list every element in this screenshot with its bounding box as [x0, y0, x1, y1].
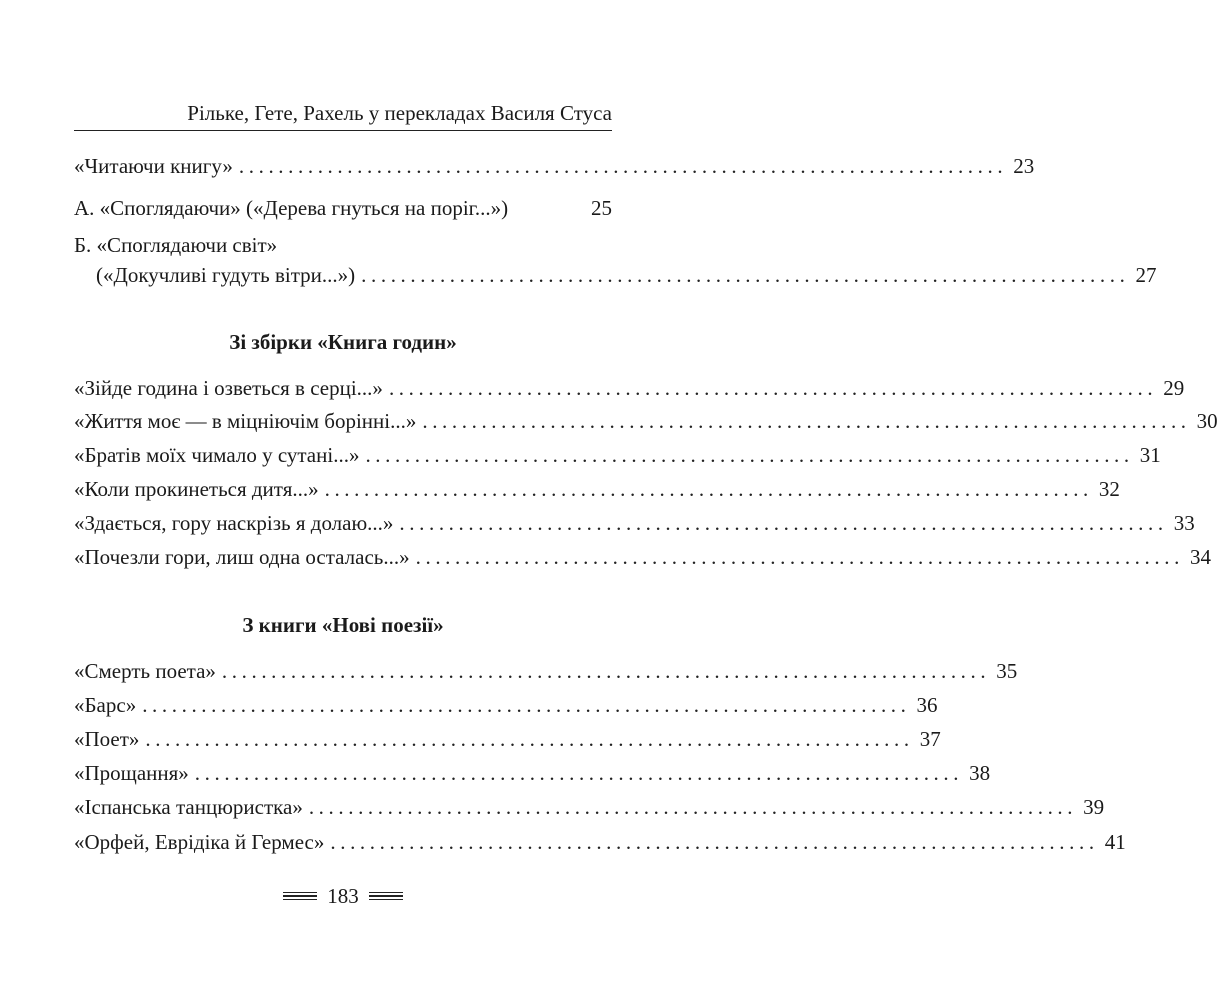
section-heading: Зі збірки «Книга годин»: [229, 330, 457, 354]
toc-entry-page: 30: [1196, 409, 1218, 433]
toc-entry[interactable]: [74, 692, 938, 718]
dot-leader: ..............................................................................: [415, 545, 1184, 569]
toc-entry-title: «Братів моїх чимало у сутані...»: [74, 443, 360, 467]
toc-entry-page: 32: [1098, 477, 1120, 501]
toc-entry-title: «Коли прокинеться дитя...»: [74, 477, 319, 501]
toc-entry[interactable]: [74, 408, 1218, 434]
toc-entry[interactable]: [96, 262, 1157, 288]
toc-entry-title: «Життя моє — в міцнiючім борінні...»: [74, 409, 417, 433]
toc-entry-title-line1: Б. «Споглядаючи світ»: [74, 233, 278, 257]
toc-entry[interactable]: [74, 794, 1105, 820]
dot-leader: ..............................................................................: [365, 443, 1134, 467]
toc-entry-title: «Іспанська танцюристка»: [74, 795, 303, 819]
dot-leader: ..............................................................................: [238, 154, 1008, 178]
toc-entry-page: 33: [1173, 511, 1195, 535]
toc-entry[interactable]: [74, 442, 1161, 468]
toc-entry-title: «Барс»: [74, 693, 137, 717]
toc-entry-title: «Орфей, Еврідіка й Гермес»: [74, 830, 325, 854]
toc-entry-title: «Читаючи книгу»: [74, 154, 233, 178]
dot-leader: ..............................................................................: [324, 477, 1093, 501]
toc-entry-title: «Зійде година і озветься в серці...»: [74, 376, 383, 400]
dot-leader: ..............................................................................: [221, 659, 991, 683]
toc-entry-page: 37: [919, 727, 941, 751]
toc-entry-page: 38: [969, 761, 991, 785]
toc-entry-page: 36: [916, 693, 938, 717]
toc-entry[interactable]: [74, 153, 1035, 179]
toc-entry[interactable]: [74, 726, 941, 752]
toc-entry-page: 23: [1013, 154, 1035, 178]
dot-leader: ..............................................................................: [361, 263, 1130, 287]
dot-leader: ..............................................................................: [399, 511, 1168, 535]
dot-leader: ..............................................................................: [145, 727, 914, 751]
rule-ornament-icon: [283, 890, 317, 902]
toc-entry-page: 25: [591, 196, 612, 220]
toc-entry-title: («Докучливі гудуть вітри...»): [96, 263, 356, 287]
toc-entry-page: 34: [1189, 545, 1211, 569]
toc-entry-page: 35: [996, 659, 1018, 683]
page-number-footer: [74, 883, 612, 909]
toc-entry-page: 29: [1163, 376, 1185, 400]
toc-entry[interactable]: [74, 658, 1018, 684]
dot-leader: ..............................................................................: [308, 795, 1078, 819]
toc-entry[interactable]: [74, 510, 1195, 536]
toc-entry[interactable]: [74, 544, 1211, 570]
toc-entry-title: «Здається, гору наскрізь я долаю...»: [74, 511, 394, 535]
rule-ornament-icon: [369, 890, 403, 902]
dot-leader: ..............................................................................: [194, 761, 964, 785]
toc-entry[interactable]: [74, 760, 991, 786]
running-head: Рільке, Гете, Рахель у перекладах Василя Стуса: [74, 100, 612, 131]
toc-entry-title: «Почезли гори, лиш одна осталась...»: [74, 545, 410, 569]
section-heading: З книги «Нові поезії»: [242, 613, 444, 637]
toc-entry-page: 41: [1104, 830, 1126, 854]
toc-entry[interactable]: [74, 375, 1185, 401]
toc-entry-title: А. «Споглядаючи» («Дерева гнуться на поріг...»): [74, 196, 509, 220]
dot-leader: ..............................................................................: [388, 376, 1158, 400]
toc-entry-page: 39: [1083, 795, 1105, 819]
toc-entry-title: «Прощання»: [74, 761, 189, 785]
toc-entry-page: 27: [1135, 263, 1157, 287]
dot-leader: ..............................................................................: [142, 693, 911, 717]
toc-entry-title: «Смерть поета»: [74, 659, 216, 683]
dot-leader: ..............................................................................: [330, 830, 1099, 854]
toc-entry-page: 31: [1139, 443, 1161, 467]
toc-entry[interactable]: [74, 829, 1126, 855]
dot-leader: ..............................................................................: [422, 409, 1191, 433]
toc-entry-title: «Поет»: [74, 727, 140, 751]
page-number: 183: [327, 884, 359, 908]
toc-entry[interactable]: [74, 195, 612, 221]
toc-entry[interactable]: [74, 476, 1120, 502]
